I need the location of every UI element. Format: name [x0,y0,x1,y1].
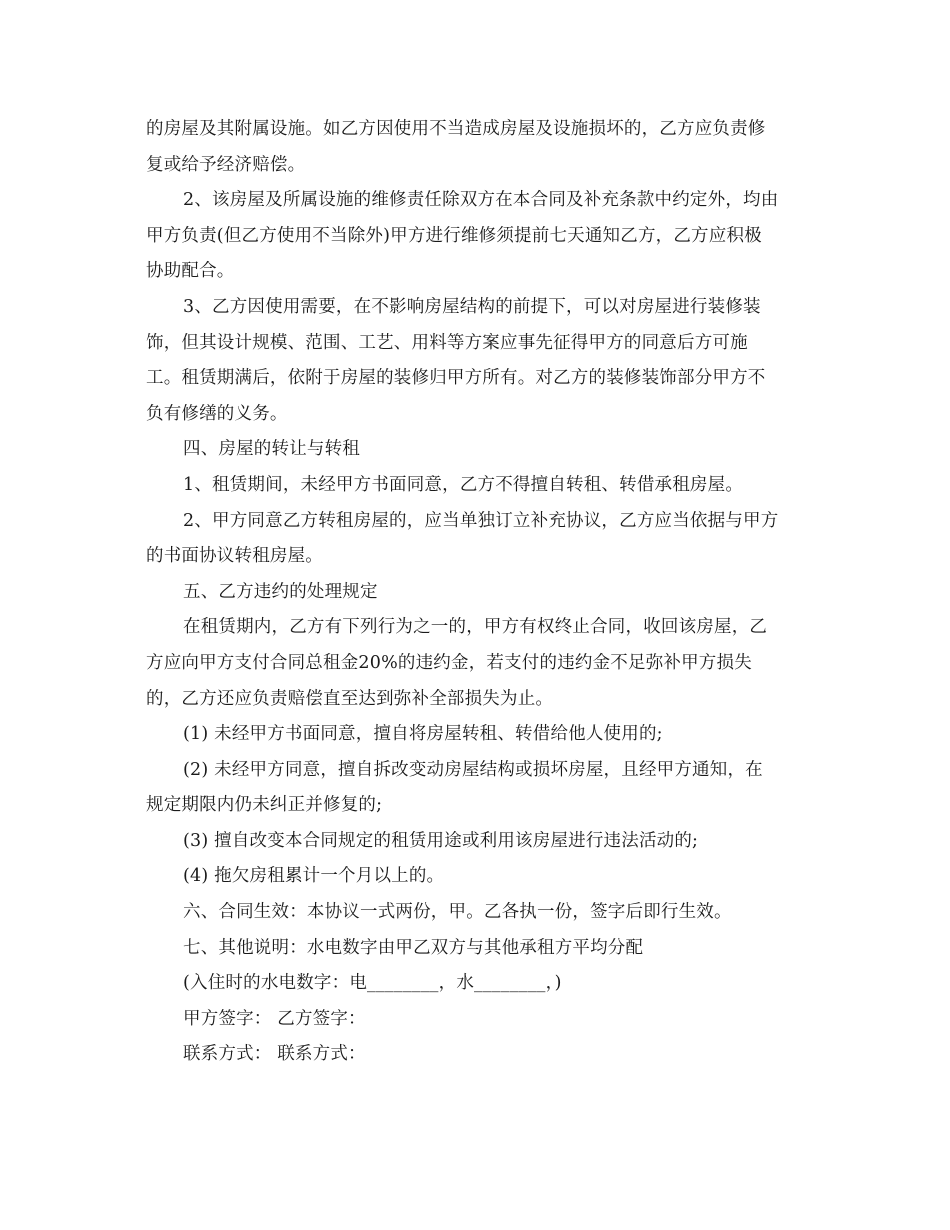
text-line: 的房屋及其附属设施。如乙方因使用不当造成房屋及设施损坏的，乙方应负责修 [146,119,766,139]
item-2: (2) 未经甲方同意，擅自拆改变动房屋结构或损坏房屋，且经甲方通知，在 [183,759,763,780]
section-7: 七、其他说明：水电数字由甲乙双方与其他承租方平均分配 [183,937,644,958]
text-line: 甲方负责(但乙方使用不当除外)甲方进行维修须提前七天通知乙方，乙方应积极 [146,225,762,246]
item-3: (3) 擅自改变本合同规定的租赁用途或利用该房屋进行违法活动的; [183,830,699,851]
text-line: 规定期限内仍未纠正并修复的; [146,795,383,816]
text-line: 的，乙方还应负责赔偿直至达到弥补全部损失为止。 [146,688,554,709]
clause-3: 3、乙方因使用需要，在不影响房屋结构的前提下，可以对房屋进行装修装 [183,296,761,317]
section-heading-4: 四、房屋的转让与转租 [183,439,360,460]
clause-2: 2、该房屋及所属设施的维修责任除双方在本合同及补充条款中约定外，均由 [183,190,779,211]
contract-body [146,112,810,1073]
text-line: 工。租赁期满后，依附于房屋的装修归甲方所有。对乙方的装修装饰部分甲方不 [146,368,766,389]
text-line: 饰，但其设计规模、范围、工艺、用料等方案应事先征得甲方的同意后方可施 [146,332,748,353]
text-line: 复或给予经济赔偿。 [146,154,306,175]
section-heading-5: 五、乙方违约的处理规定 [183,581,378,602]
item-1: (1) 未经甲方书面同意，擅自将房屋转租、转借给他人使用的; [183,724,663,745]
item-4: (4) 拖欠房租累计一个月以上的。 [183,866,445,887]
text-line: 负有修缮的义务。 [146,403,288,424]
clause-4-1: 1、租赁期间，未经甲方书面同意，乙方不得擅自转租、转借承租房屋。 [183,474,744,495]
text-line: 协助配合。 [146,261,235,282]
clause-4-2: 2、甲方同意乙方转租房屋的，应当单独订立补充协议，乙方应当依据与甲方 [183,510,779,531]
contact-line: 联系方式： 联系方式： [183,1044,366,1065]
signature-line: 甲方签字： 乙方签字： [183,1008,366,1029]
utility-readings: (入住时的水电数字：电________，水________，) [183,973,562,994]
section-5-intro: 在租赁期内，乙方有下列行为之一的，甲方有权终止合同，收回该房屋，乙 [183,617,768,638]
section-6: 六、合同生效：本协议一式两份，甲。乙各执一份，签字后即行生效。 [183,902,732,923]
text-line: 的书面协议转租房屋。 [146,546,323,567]
text-line: 方应向甲方支付合同总租金20%的违约金，若支付的违约金不足弥补甲方损失 [146,652,752,673]
